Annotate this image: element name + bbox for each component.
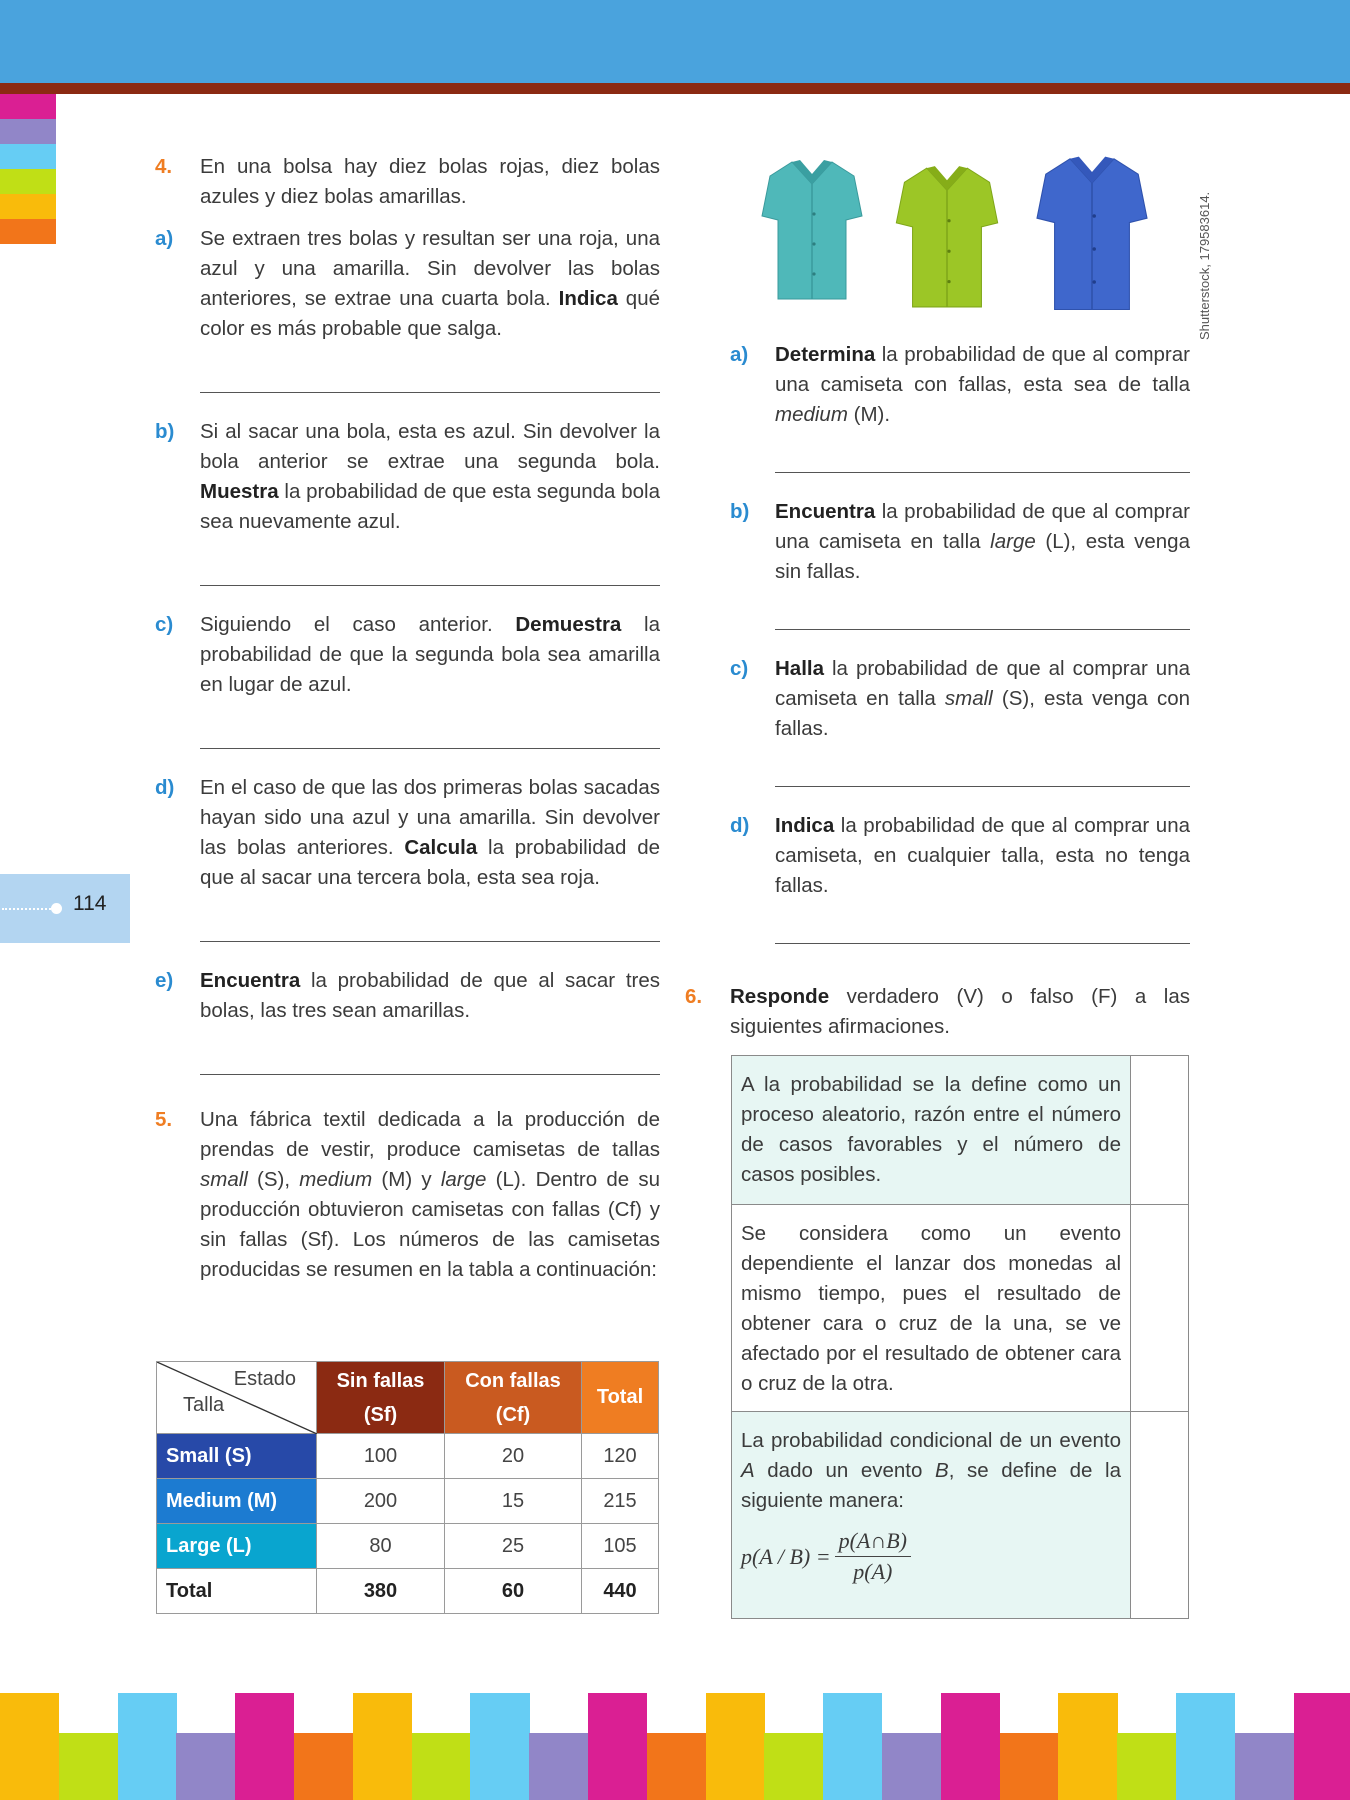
answer-line-5b[interactable] [775,629,1190,630]
color-bar [1235,1733,1294,1800]
answer-line-5c[interactable] [775,786,1190,787]
color-bar [1000,1733,1059,1800]
exercise-4 [155,152,660,212]
item-text: la probabilidad de que al comprar una camiseta en talla [775,500,1190,553]
header-label: Sin fallas [336,1369,425,1392]
side-color-stripes [0,94,56,244]
diagonal-corner-cell [157,1362,317,1434]
stripe-magenta [0,94,56,119]
exercise-5 [155,1105,660,1285]
item-text: Si al sacar una bola, esta es azul. Sin devolver la bola anterior se extrae una segunda bola. [200,420,660,473]
page-number-tab [0,874,130,943]
row-label-medium: Medium (M) [157,1479,317,1524]
item-5c [730,654,1190,744]
color-bar [235,1693,294,1800]
cell-cf-total: 60 [445,1569,582,1614]
italic-term: large [990,530,1036,553]
exercise-intro: (L). Dentro de su producción obtuvieron camisetas con fallas (Cf) y sin fallas (Sf). Los números de las camisetas producidas se resumen en la tabla a continuación: [200,1168,660,1281]
bottom-color-bars [0,1693,1350,1800]
exercise-intro: Una fábrica textil dedicada a la producción de prendas de vestir, produce camisetas de tallas [200,1108,660,1161]
item-letter: e) [155,969,174,992]
color-bar [118,1693,177,1800]
color-bar [529,1733,588,1800]
answer-line-4b[interactable] [200,585,660,586]
color-bar [176,1733,235,1800]
answer-line-4c[interactable] [200,748,660,749]
item-letter: d) [730,814,750,837]
answer-cell[interactable] [1131,1056,1189,1205]
conditional-probability-formula [741,1526,1121,1587]
stripe-cyan [0,144,56,169]
color-bar [823,1693,882,1800]
exercise-number: 4. [155,155,173,178]
header-abbr: (Sf) [363,1403,398,1426]
item-letter: b) [730,500,750,523]
header-abbr: (Cf) [495,1403,531,1426]
event-b: B [935,1459,949,1482]
action-verb: Muestra [200,480,279,503]
stripe-lime [0,169,56,194]
item-text: la probabilidad de que al sacar una tercera bola, esta sea roja. [200,836,660,889]
answer-line-4d[interactable] [200,941,660,942]
item-letter: b) [155,420,175,443]
column-axis-label: Estado [233,1368,296,1390]
page-number: 114 [73,892,107,915]
row-label-small: Small (S) [157,1434,317,1479]
statement-with-formula [732,1412,1131,1619]
exercise-intro: (S), [247,1168,300,1191]
color-bar [706,1693,765,1800]
item-4a [155,224,660,344]
item-letter: d) [155,776,175,799]
cell-sf: 200 [317,1479,445,1524]
color-bar [1058,1693,1117,1800]
action-verb: Responde [730,985,830,1008]
stripe-purple [0,119,56,144]
production-table [156,1361,659,1614]
color-bar [941,1693,1000,1800]
exercise-intro: En una bolsa hay diez bolas rojas, diez bolas azules y diez bolas amarillas. [200,155,660,208]
item-5d [730,811,1190,901]
item-text: la probabilidad de que al sacar tres bolas, las tres sean amarillas. [200,969,660,1022]
formula-denominator: p(A) [853,1559,893,1584]
item-text: la probabilidad de que al comprar una camiseta en talla [775,657,1190,710]
stripe-orange [0,219,56,244]
header-band [0,0,1350,83]
header-rule [0,83,1350,94]
statement-text: Se considera como un evento dependiente el lanzar dos monedas al mismo tiempo, pues el resultado de obtener cara o cruz de la una, se ve afectado por el resultado de obtener cara o cruz de la otra. [732,1205,1131,1412]
cell-total: 120 [582,1434,659,1479]
item-letter: c) [730,657,749,680]
color-bar [470,1693,529,1800]
table-row [157,1524,659,1569]
color-bar [412,1733,471,1800]
color-bar [294,1733,353,1800]
header-sin-fallas [317,1362,445,1434]
cell-cf: 20 [445,1434,582,1479]
item-letter: c) [155,613,174,636]
header-con-fallas [445,1362,582,1434]
event-a: A [741,1459,755,1482]
table-header-row [157,1362,659,1434]
answer-line-4e[interactable] [200,1074,660,1075]
action-verb: Indica [775,814,835,837]
row-label-large: Large (L) [157,1524,317,1569]
italic-term: small [944,687,993,710]
answer-line-5d[interactable] [775,943,1190,944]
color-bar [588,1693,647,1800]
item-text: (M). [847,403,891,426]
item-text: la probabilidad de que esta segunda bola sea nuevamente azul. [200,480,660,533]
action-verb: Encuentra [775,500,876,523]
cell-total: 105 [582,1524,659,1569]
item-text: (L), esta venga sin fallas. [775,530,1190,583]
item-text: (S), esta venga con fallas. [775,687,1190,740]
teal-shirt-icon [761,154,863,304]
italic-term: large [440,1168,487,1191]
true-false-table [731,1055,1189,1619]
cell-sf: 80 [317,1524,445,1569]
exercise-intro: verdadero (V) o falso (F) a las siguientes afirmaciones. [730,985,1190,1038]
right-column [730,340,1190,944]
item-letter: a) [730,343,749,366]
header-label: Con fallas [465,1369,561,1392]
action-verb: Calcula [404,836,478,859]
exercise-number: 5. [155,1108,173,1131]
color-bar [0,1693,59,1800]
cell-sf: 100 [317,1434,445,1479]
table-total-row [157,1569,659,1614]
dotted-leader [2,908,54,910]
action-verb: Encuentra [200,969,301,992]
item-text: Siguiendo el caso anterior. [200,613,516,636]
exercise-intro: (M) y [372,1168,441,1191]
answer-cell[interactable] [1131,1412,1189,1619]
statement-text: A la probabilidad se la define como un proceso aleatorio, razón entre el número de casos favorables y el número de casos posibles. [732,1056,1131,1205]
blue-shirt-icon [1032,150,1152,315]
statement-row [732,1205,1189,1412]
shirts-image [755,150,1175,318]
row-axis-label: Talla [183,1394,225,1416]
item-text: la probabilidad de que al comprar una camiseta con fallas, esta sea de talla [775,343,1190,396]
cell-sf-total: 380 [317,1569,445,1614]
row-label-total: Total [157,1569,317,1614]
item-text: En el caso de que las dos primeras bolas sacadas hayan sido una azul y una amarilla. Sin devolver las bolas anteriores. [200,776,660,859]
italic-term: medium [775,403,848,426]
item-4d [155,773,660,893]
item-text: la probabilidad de que la segunda bola sea amarilla en lugar de azul. [200,613,660,696]
header-total: Total [582,1362,659,1434]
action-verb: Demuestra [515,613,622,636]
color-bar [353,1693,412,1800]
formula-lhs: p(A / B) = [741,1543,831,1569]
item-5a [730,340,1190,430]
item-4b [155,417,660,537]
color-bar [1117,1733,1176,1800]
action-verb: Determina [775,343,876,366]
item-5b [730,497,1190,587]
image-credit: Shutterstock, 179583614. [1197,191,1212,340]
color-bar [59,1733,118,1800]
formula-numerator: p(A∩B) [835,1526,911,1557]
cell-grand-total: 440 [582,1569,659,1614]
cell-total: 215 [582,1479,659,1524]
exercise-6-intro [685,982,1190,1042]
table-row [157,1479,659,1524]
cell-cf: 15 [445,1479,582,1524]
item-text: qué color es más probable que salga. [200,287,660,340]
italic-term: medium [299,1168,373,1191]
item-4e [155,966,660,1026]
cell-cf: 25 [445,1524,582,1569]
color-bar [647,1733,706,1800]
table-row [157,1434,659,1479]
leader-dot-icon [51,903,62,914]
item-text: la probabilidad de que al comprar una camiseta, en cualquier talla, esta no tenga fallas. [775,814,1190,897]
color-bar [1294,1693,1350,1800]
lime-shirt-icon [893,160,1001,312]
item-text: Se extraen tres bolas y resultan ser una roja, una azul y una amarilla. Sin devolver las bolas anteriores, se extrae una cuarta bola. [200,227,660,310]
statement-text: La probabilidad condicional de un evento [741,1429,1121,1452]
answer-line-4a[interactable] [200,392,660,393]
exercise-number: 6. [685,985,703,1008]
action-verb: Indica [558,287,618,310]
statement-row [732,1056,1189,1205]
item-letter: a) [155,227,174,250]
stripe-yellow [0,194,56,219]
statement-text: dado un evento [754,1459,935,1482]
left-column [155,152,660,1285]
color-bar [764,1733,823,1800]
color-bar [882,1733,941,1800]
answer-line-5a[interactable] [775,472,1190,473]
color-bar [1176,1693,1235,1800]
answer-cell[interactable] [1131,1205,1189,1412]
statement-text: , se define de la siguiente manera: [741,1459,1121,1512]
action-verb: Halla [775,657,824,680]
exercise-6 [685,982,1190,1042]
statement-row [732,1412,1189,1619]
formula-fraction [835,1526,911,1587]
item-4c [155,610,660,700]
italic-term: small [200,1168,248,1191]
